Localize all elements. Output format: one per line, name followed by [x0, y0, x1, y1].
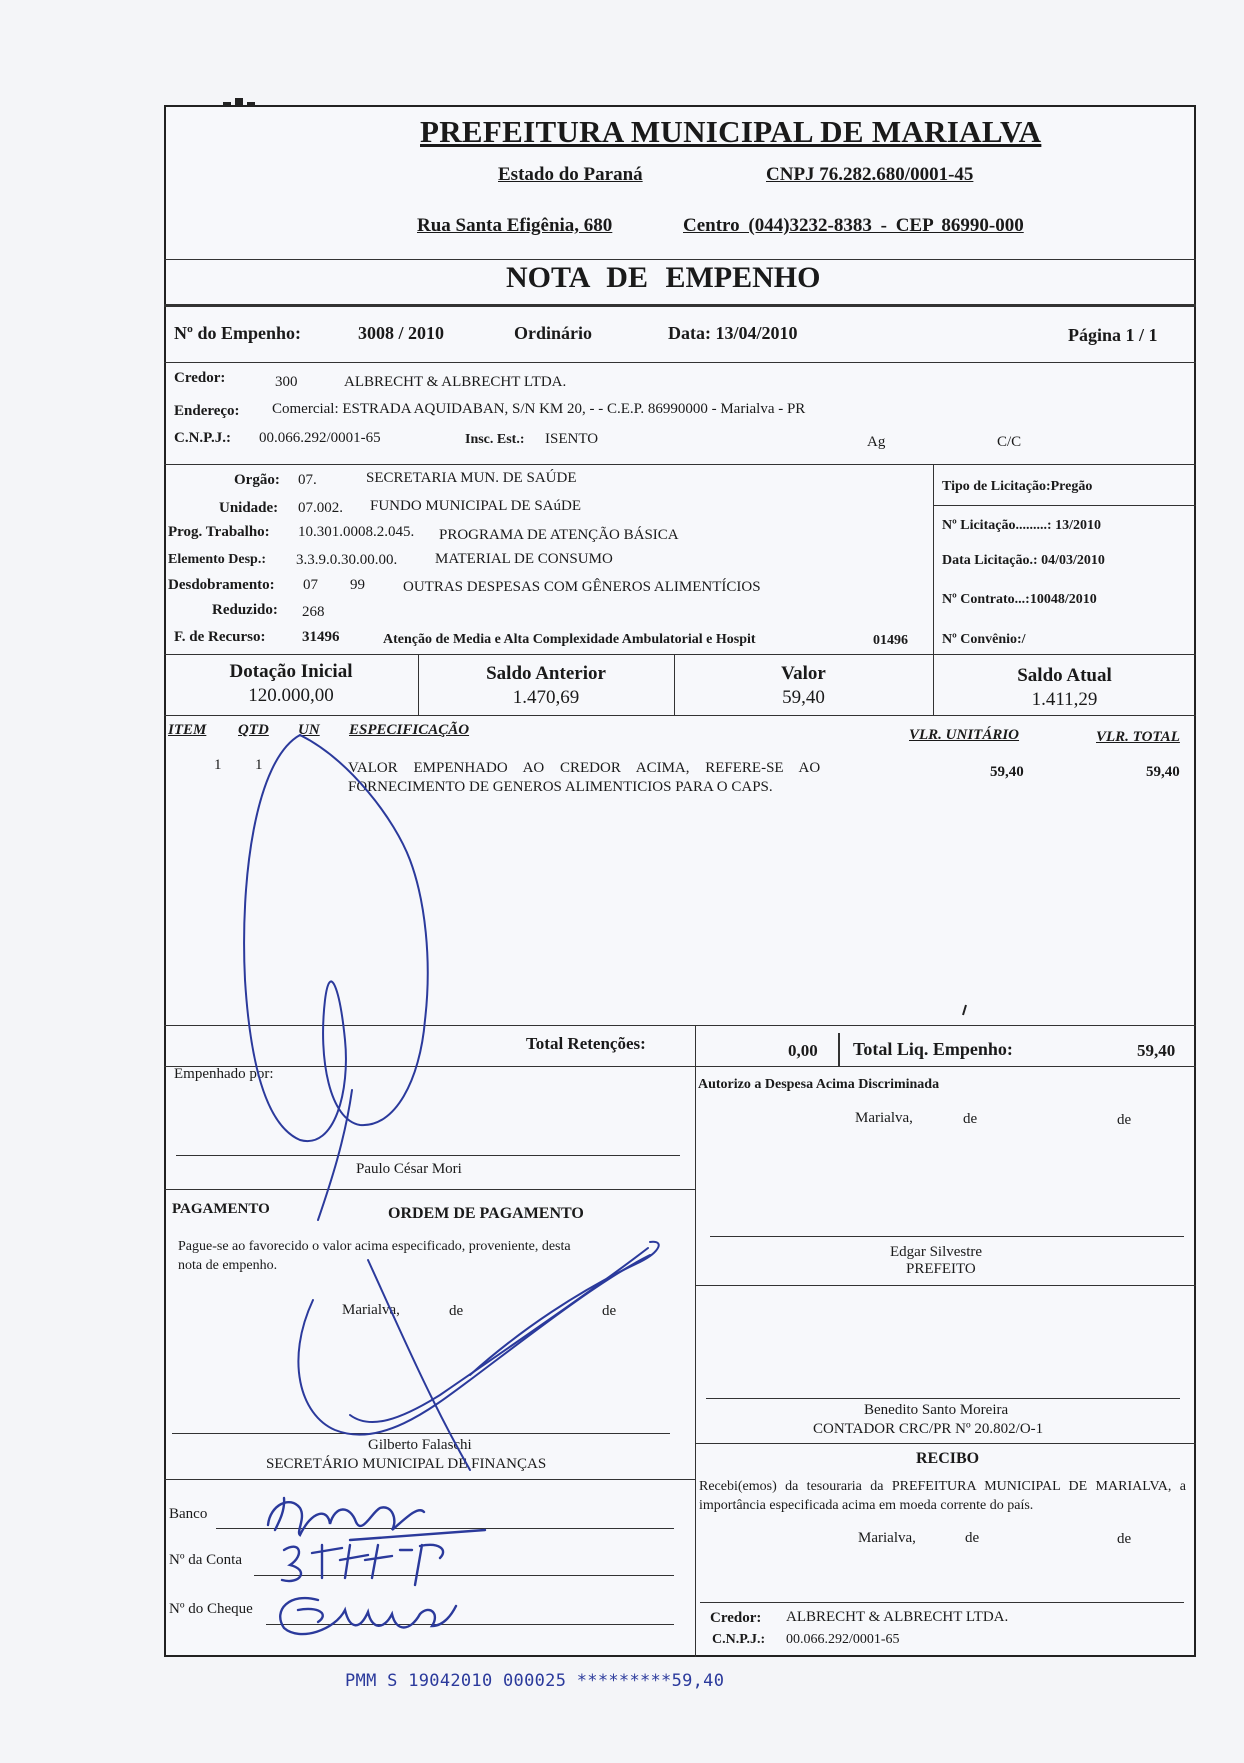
prog-name: PROGRAMA DE ATENÇÃO BÁSICA	[439, 527, 679, 543]
endereco-value: Comercial: ESTRADA AQUIDABAN, S/N KM 20, - - C.E.P. 86990000 - Marialva - PR	[272, 401, 806, 417]
prefeito-name: Edgar Silvestre	[890, 1244, 983, 1260]
cnpj-label: C.N.P.J.:	[174, 430, 231, 446]
prog-code: 10.301.0008.2.045.	[298, 524, 415, 540]
recibo-marialva: Marialva,	[858, 1530, 916, 1546]
col-item: ITEM	[168, 722, 207, 738]
orgao-label: Orgão:	[234, 472, 280, 488]
dotacao-value: 120.000,00	[248, 685, 334, 706]
recurso-name: Atenção de Media e Alta Complexidade Ambulatorial e Hospit	[383, 632, 756, 647]
empenhado-label: Empenhado por:	[174, 1066, 274, 1082]
licitacao-tipo: Tipo de Licitação:Pregão	[942, 479, 1093, 494]
elem-name: MATERIAL DE CONSUMO	[435, 551, 613, 567]
autorizo-de1: de	[963, 1111, 978, 1127]
recurso-code: 31496	[302, 629, 340, 645]
col-especificacao: ESPECIFICAÇÃO	[349, 722, 470, 738]
licitacao-convenio: Nº Convênio:/	[942, 632, 1026, 647]
address-rest: Centro (044)3232-8383 - CEP 86990-000	[683, 215, 1024, 236]
autorizo-marialva: Marialva,	[855, 1110, 913, 1126]
cheque-label: Nº do Cheque	[169, 1601, 253, 1617]
reduzido-label: Reduzido:	[212, 602, 278, 618]
secretario-name: Gilberto Falaschi	[368, 1437, 472, 1453]
credor-name: ALBRECHT & ALBRECHT LTDA.	[344, 374, 567, 390]
elem-label: Elemento Desp.:	[168, 552, 266, 567]
pagamento-label: PAGAMENTO	[172, 1201, 270, 1217]
recibo-credor-name: ALBRECHT & ALBRECHT LTDA.	[786, 1609, 1009, 1625]
payment-stamp: PMM S 19042010 000025 *********59,40	[345, 1671, 725, 1691]
credor-code: 300	[275, 374, 298, 390]
unidade-code: 07.002.	[298, 500, 343, 516]
address-street: Rua Santa Efigênia, 680	[417, 215, 613, 236]
prefeitura-title: PREFEITURA MUNICIPAL DE MARIALVA	[420, 114, 1042, 149]
doc-title: NOTA DE EMPENHO	[506, 261, 821, 294]
saldo-anterior-label: Saldo Anterior	[486, 663, 606, 684]
col-vlr-unitario: VLR. UNITÁRIO	[909, 727, 1020, 743]
empenho-label: Nº do Empenho:	[174, 323, 301, 343]
recibo-text: Recebi(emos) da tesouraria da PREFEITURA MUNICIPAL DE MARIALVA, a importância especificada acima em moeda corrente do país.	[699, 1479, 1186, 1513]
autorizo-de2: de	[1117, 1112, 1132, 1128]
orgao-name: SECRETARIA MUN. DE SAÚDE	[366, 470, 577, 486]
liq-label: Total Liq. Empenho:	[853, 1039, 1013, 1059]
recibo-cnpj-label: C.N.P.J.:	[712, 1632, 766, 1647]
contador-name: Benedito Santo Moreira	[864, 1402, 1009, 1418]
cc-label: C/C	[997, 434, 1022, 450]
valor-label: Valor	[781, 663, 826, 684]
pague-line1: Pague-se ao favorecido o valor acima especificado, proveniente, desta	[178, 1239, 571, 1254]
item-unit-value: 59,40	[990, 764, 1024, 780]
recibo-de2: de	[1117, 1531, 1132, 1547]
col-un: UN	[298, 722, 320, 738]
recibo-label: RECIBO	[916, 1450, 980, 1467]
page-number: Página 1 / 1	[1068, 325, 1158, 345]
desd-name: OUTRAS DESPESAS COM GÊNEROS ALIMENTÍCIOS	[403, 579, 761, 595]
item-number: 1	[214, 757, 222, 773]
recurso-code2: 01496	[873, 633, 908, 648]
saldo-anterior-value: 1.470,69	[512, 687, 580, 708]
licitacao-numero: Nº Licitação.........: 13/2010	[942, 518, 1101, 533]
estado-label: Estado do Paraná	[498, 164, 643, 185]
licitacao-contrato: Nº Contrato...:10048/2010	[942, 592, 1097, 607]
item-spec-line2: FORNECIMENTO DE GENEROS ALIMENTICIOS PARA O CAPS.	[348, 779, 773, 795]
secretario-title: SECRETÁRIO MUNICIPAL DE FINANÇAS	[266, 1456, 547, 1472]
recurso-label: F. de Recurso:	[174, 629, 266, 645]
retencoes-label: Total Retenções:	[526, 1034, 646, 1053]
cnpj-prefeitura: CNPJ 76.282.680/0001-45	[766, 164, 974, 185]
col-qtd: QTD	[238, 722, 269, 738]
liq-value: 59,40	[1137, 1041, 1176, 1060]
pague-marialva: Marialva,	[342, 1302, 400, 1318]
item-total-value: 59,40	[1146, 764, 1180, 780]
desd-code2: 99	[350, 577, 365, 593]
conta-label: Nº da Conta	[169, 1552, 242, 1568]
empenho-kind: Ordinário	[514, 323, 593, 343]
recibo-credor-label: Credor:	[710, 1610, 762, 1626]
recibo-de1: de	[965, 1530, 980, 1546]
empenhado-name: Paulo César Mori	[356, 1161, 462, 1177]
autorizo-label: Autorizo a Despesa Acima Discriminada	[698, 1077, 940, 1092]
ordem-label: ORDEM DE PAGAMENTO	[388, 1205, 584, 1222]
pague-line2: nota de empenho.	[178, 1258, 278, 1273]
orgao-code: 07.	[298, 472, 317, 488]
prog-label: Prog. Trabalho:	[168, 524, 270, 540]
reduzido-value: 268	[302, 604, 325, 620]
ag-label: Ag	[867, 434, 886, 450]
endereco-label: Endereço:	[174, 403, 240, 419]
insc-label: Insc. Est.:	[465, 432, 525, 447]
prefeito-title: PREFEITO	[906, 1261, 976, 1277]
desd-code1: 07	[303, 577, 318, 593]
cnpj-value: 00.066.292/0001-65	[259, 430, 381, 446]
pague-de1: de	[449, 1303, 464, 1319]
credor-label: Credor:	[174, 370, 226, 386]
unidade-label: Unidade:	[219, 500, 279, 516]
empenho-number: 3008 / 2010	[358, 323, 445, 343]
pague-de2: de	[602, 1303, 617, 1319]
valor-value: 59,40	[782, 687, 825, 708]
col-vlr-total: VLR. TOTAL	[1096, 729, 1180, 745]
retencoes-value: 0,00	[788, 1041, 818, 1060]
banco-label: Banco	[169, 1506, 208, 1522]
unidade-name: FUNDO MUNICIPAL DE SAúDE	[370, 498, 581, 514]
licitacao-data: Data Licitação.: 04/03/2010	[942, 553, 1105, 568]
dotacao-label: Dotação Inicial	[229, 661, 353, 682]
desd-label: Desdobramento:	[168, 577, 275, 593]
empenho-date: Data: 13/04/2010	[668, 323, 798, 343]
saldo-atual-label: Saldo Atual	[1017, 665, 1112, 686]
saldo-atual-value: 1.411,29	[1031, 689, 1098, 710]
contador-title: CONTADOR CRC/PR Nº 20.802/O-1	[813, 1421, 1044, 1437]
item-qtd: 1	[255, 757, 263, 773]
insc-value: ISENTO	[545, 431, 599, 447]
elem-code: 3.3.9.0.30.00.00.	[296, 552, 398, 568]
recibo-cnpj: 00.066.292/0001-65	[786, 1632, 900, 1647]
item-spec-line1: VALOR EMPENHADO AO CREDOR ACIMA, REFERE-SE AO	[348, 760, 821, 776]
